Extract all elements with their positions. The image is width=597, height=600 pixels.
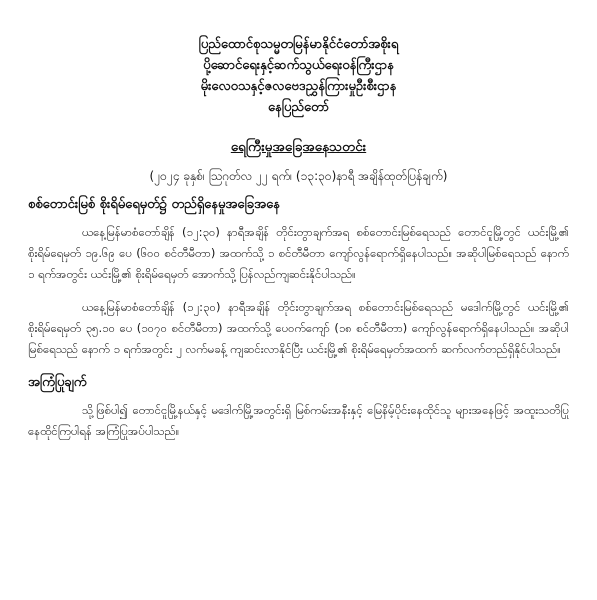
letterhead bbox=[28, 34, 569, 118]
ministry-name: ပို့ဆောင်ရေးနှင့်ဆက်သွယ်ရေးဝန်ကြီးဌာန bbox=[203, 58, 394, 73]
document-title: ရေကြီးမှုအခြေအနေသတင်း bbox=[230, 139, 367, 155]
section-heading-advice: အကြံပြုချက် bbox=[28, 375, 87, 390]
department-name: မိုးလေဝသနှင့်ဇလဗေဒညွှန်ကြားမှုဦးစီးဌာန bbox=[200, 79, 397, 94]
paragraph-toungoo: ယနေ့မြန်မာစံတော်ချိန် (၁၂:၃၀) နာရီအချိန် တိုင်းတွာချက်အရ စစ်တောင်းမြစ်ရေသည် တောင်ငူမြို့တွင် ယင်းမြို့၏ စိုးရိမ်ရေမှတ် ၁၉.၆၉ ပေ (၆၀၀ စင်တီမီတာ) အထက်သို့ ၁ စင်တီမီတာ ကျော်လွန်ရောက်ရှိနေပါသည်။ အဆိုပါမြစ်ရေသည် နောက် ၁ ရက်အတွင်း ယင်းမြို့၏ စိုးရိမ်ရေမှတ် အောက်သို့ ပြန်လည်ကျဆင်းနိုင်ပါသည်။ bbox=[28, 225, 569, 281]
location-name: နေပြည်တော် bbox=[267, 100, 329, 115]
paragraph-madauk: ယနေ့မြန်မာစံတော်ချိန် (၁၂:၃၀) နာရီအချိန် တိုင်းတွာချက်အရ စစ်တောင်းမြစ်ရေသည် မဒေါက်မြို့တွင် ယင်းမြို့၏ စိုးရိမ်ရေမှတ် ၃၅.၁၀ ပေ (၁၀၇၀ စင်တီမီတာ) အထက်သို့ ပေ၀က်ကျော် (၁၈ စင်တီမီတာ) ကျော်လွန်ရောက်ရှိနေပါသည်။ အဆိုပါမြစ်ရေသည် နောက် ၁ ရက်အတွင်း ၂ လက်မခန့် ကျဆင်းလာနိုင်ပြီး ယင်းမြို့၏ စိုးရိမ်ရေမှတ်အထက် ဆက်လက်တည်ရှိနိုင်ပါသည်။ bbox=[28, 300, 569, 356]
government-name: ပြည်ထောင်စုသမ္မတမြန်မာနိုင်ငံတော်အစိုးရ bbox=[198, 37, 399, 52]
release-dateline: (၂၀၂၄ ခုနှစ်၊ ဩဂုတ်လ ၂၂ ရက်၊ (၁၃:၃၀)နာရီ အချိန်ထုတ်ပြန်ချက်) bbox=[149, 169, 448, 183]
paragraph-advice: သို့ဖြစ်ပါ၍ တောင်ငူမြို့နယ်နှင့် မဒေါက်မြို့အတွင်းရှိ မြစ်ကမ်းအနီးနှင့် မြေနိမ့်ပိုင်းနေထိုင်သူ များအနေဖြင့် အထူးသတိပြုနေထိုင်ကြပါရန် အကြံပြုအပ်ပါသည်။ bbox=[28, 403, 569, 438]
section-heading-river-status: စစ်တောင်းမြစ် စိုးရိမ်ရေမှတ်၌ တည်ရှိနေမှုအခြေအနေ bbox=[28, 197, 280, 212]
